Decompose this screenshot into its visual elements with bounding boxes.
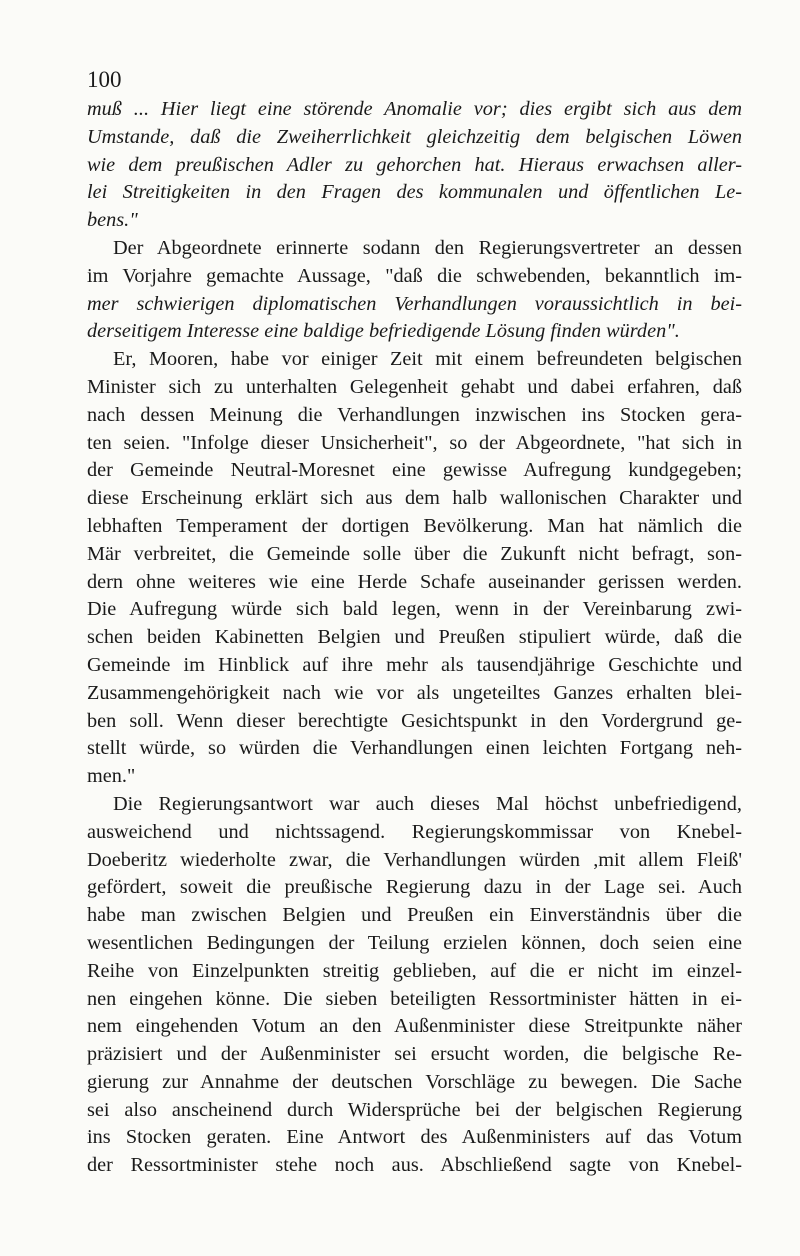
text-line: ben soll. Wenn dieser berechtigte Gesichtspunkt in den Vordergrund ge- (87, 709, 742, 732)
text-line: gefördert, soweit die preußische Regierung dazu in der Lage sei. Auch (87, 876, 742, 899)
text-line: habe man zwischen Belgien und Preußen ein Einverständnis über die (87, 904, 742, 927)
text-line: ins Stocken geraten. Eine Antwort des Außenministers auf das Votum (87, 1126, 742, 1149)
text-line: der Gemeinde Neutral-Moresnet eine gewisse Aufregung kundgegeben; (87, 459, 742, 482)
text-line: diese Erscheinung erklärt sich aus dem halb wallonischen Charakter und (87, 487, 742, 510)
text-line: nach dessen Meinung die Verhandlungen inzwischen ins Stocken gera- (87, 403, 742, 426)
text-line: schen beiden Kabinetten Belgien und Preußen stipuliert würde, daß die (87, 626, 742, 649)
text-line: Er, Mooren, habe vor einiger Zeit mit einem befreundeten belgischen (113, 348, 742, 371)
text-line: dern ohne weiteres wie eine Herde Schafe auseinander gerissen werden. (87, 570, 742, 593)
text-line: Der Abgeordnete erinnerte sodann den Regierungsvertreter an dessen (113, 236, 742, 259)
text-line: ten seien. "Infolge dieser Unsicherheit", so der Abgeordnete, "hat sich in (87, 431, 742, 454)
text-line: wesentlichen Bedingungen der Teilung erzielen können, doch seien eine (87, 931, 742, 954)
text-line: Die Aufregung würde sich bald legen, wenn in der Vereinbarung zwi- (87, 598, 742, 621)
text-line: präzisiert und der Außenminister sei ersucht worden, die belgische Re- (87, 1043, 742, 1066)
text-line: Umstande, daß die Zweiherrlichkeit gleichzeitig dem belgischen Löwen (87, 125, 742, 148)
text-line: ausweichend und nichtssagend. Regierungskommissar von Knebel- (87, 820, 742, 843)
text-line: bens." (87, 209, 138, 232)
text-line: stellt würde, so würden die Verhandlungen einen leichten Fortgang neh- (87, 737, 742, 760)
text-line: lebhaften Temperament der dortigen Bevölkerung. Man hat nämlich die (87, 514, 742, 537)
text-line: nen eingehen könne. Die sieben beteiligten Ressortminister hätten in ei- (87, 987, 742, 1010)
text-line: nem eingehenden Votum an den Außenminister diese Streitpunkte näher (87, 1015, 742, 1038)
text-line: der Ressortminister stehe noch aus. Abschließend sagte von Knebel- (87, 1154, 742, 1177)
text-line: Reihe von Einzelpunkten streitig geblieben, auf die er nicht im einzel- (87, 959, 742, 982)
text-line: Doeberitz wiederholte zwar, die Verhandlungen würden ,mit allem Fleiß' (87, 848, 742, 871)
text-line: derseitigem Interesse eine baldige befriedigende Lösung finden würden". (87, 320, 680, 343)
text-line: Minister sich zu unterhalten Gelegenheit gehabt und dabei erfahren, daß (87, 375, 742, 398)
text-line: im Vorjahre gemachte Aussage, "daß die schwebenden, bekanntlich im- (87, 264, 742, 287)
text-line: Gemeinde im Hinblick auf ihre mehr als tausendjährige Geschichte und (87, 653, 742, 676)
text-line: gierung zur Annahme der deutschen Vorschläge zu bewegen. Die Sache (87, 1070, 742, 1093)
text-line: lei Streitigkeiten in den Fragen des kommunalen und öffentlichen Le- (87, 181, 742, 204)
text-line: mer schwierigen diplomatischen Verhandlungen voraussichtlich in bei- (87, 292, 742, 315)
text-line: Mär verbreitet, die Gemeinde solle über die Zukunft nicht befragt, son- (87, 542, 742, 565)
text-line: sei also anscheinend durch Widersprüche bei der belgischen Regierung (87, 1098, 742, 1121)
text-line: men." (87, 765, 136, 788)
text-line: wie dem preußischen Adler zu gehorchen hat. Hieraus erwachsen aller- (87, 153, 742, 176)
text-line: Zusammengehörigkeit nach wie vor als ungeteiltes Ganzes erhalten blei- (87, 681, 742, 704)
text-line: Die Regierungsantwort war auch dieses Mal höchst unbefriedigend, (113, 792, 742, 815)
body-text (87, 96, 742, 1180)
text-line: muß ... Hier liegt eine störende Anomalie vor; dies ergibt sich aus dem (87, 98, 742, 120)
page-number: 100 (87, 67, 122, 92)
